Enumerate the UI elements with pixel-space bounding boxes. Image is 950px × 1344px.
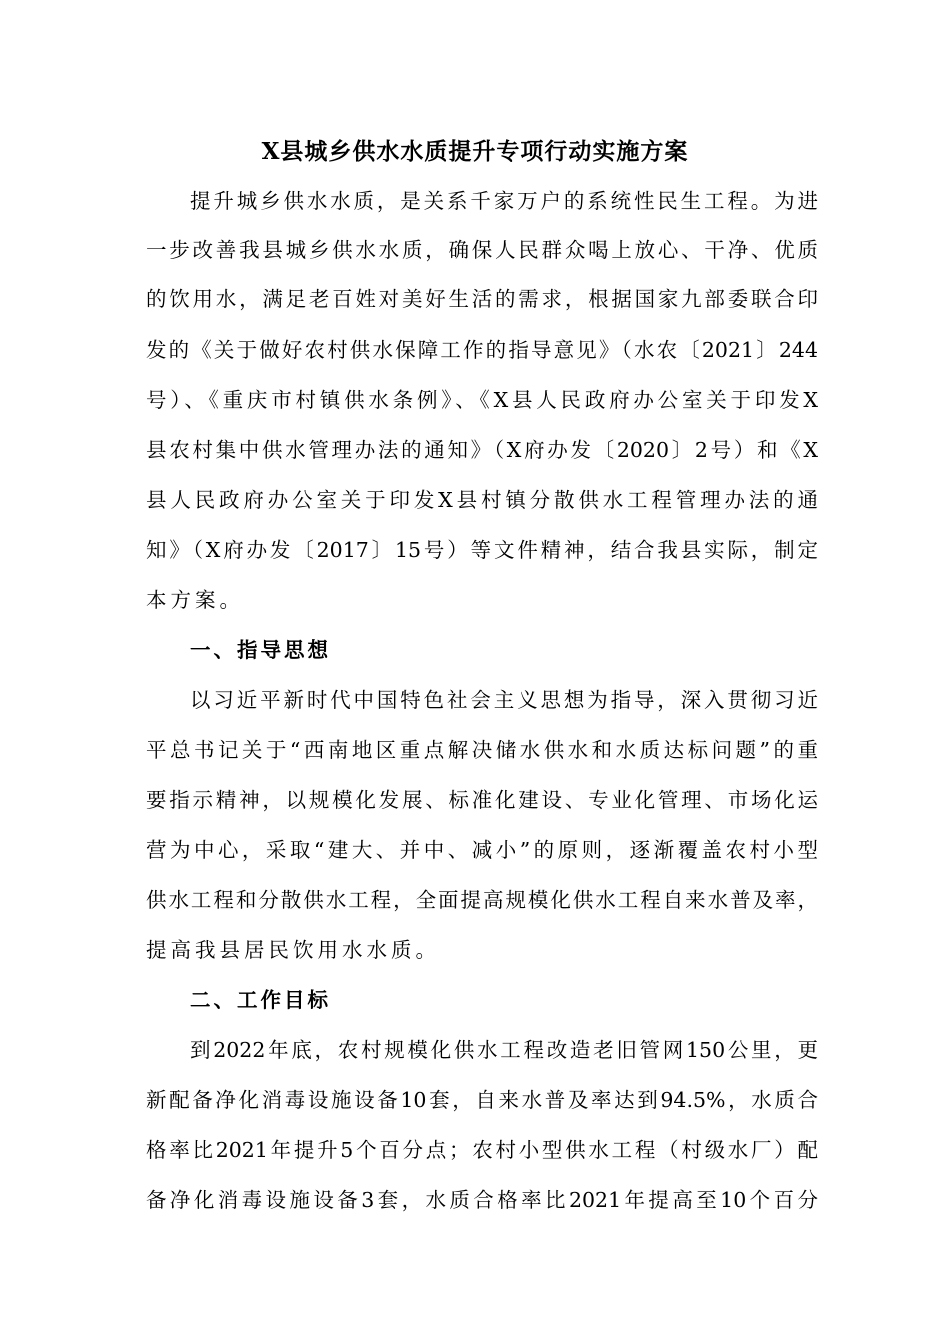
intro-line: 的饮用水，满足老百姓对美好生活的需求，根据国家九部委联合印 — [146, 287, 818, 311]
section-line: 格率比2021年提升5个百分点；农村小型供水工程（村级水厂）配 — [146, 1138, 818, 1162]
section-line: 营为中心，采取“建大、并中、减小”的原则，逐渐覆盖农村小型 — [146, 838, 818, 862]
intro-line: 一步改善我县城乡供水水质，确保人民群众喝上放心、干净、优质 — [146, 238, 818, 262]
section-line: 供水工程和分散供水工程，全面提高规模化供水工程自来水普及率， — [146, 888, 818, 912]
section-line: 平总书记关于“西南地区重点解决储水供水和水质达标问题”的重 — [146, 738, 818, 762]
intro-line: 本方案。 — [146, 588, 244, 612]
section-line: 以习近平新时代中国特色社会主义思想为指导，深入贯彻习近 — [190, 688, 818, 712]
intro-line: 发的《关于做好农村供水保障工作的指导意见》（水农〔2021〕244 — [146, 338, 818, 362]
document-title: X县城乡供水水质提升专项行动实施方案 — [261, 138, 689, 165]
intro-line: 知》（X府办发〔2017〕15号）等文件精神，结合我县实际，制定 — [146, 538, 818, 562]
section-heading-work-goals: 二、工作目标 — [190, 988, 331, 1012]
section-line: 新配备净化消毒设施设备10套，自来水普及率达到94.5%，水质合 — [146, 1088, 818, 1112]
section-line: 要指示精神，以规模化发展、标准化建设、专业化管理、市场化运 — [146, 788, 818, 812]
intro-line: 号）、《重庆市村镇供水条例》、《X县人民政府办公室关于印发X — [146, 388, 818, 412]
intro-line: 县人民政府办公室关于印发X县村镇分散供水工程管理办法的通 — [146, 488, 818, 512]
section-line: 到2022年底，农村规模化供水工程改造老旧管网150公里，更 — [190, 1038, 818, 1062]
intro-line: 提升城乡供水水质，是关系千家万户的系统性民生工程。为进 — [190, 189, 818, 213]
section-line: 提高我县居民饮用水水质。 — [146, 938, 440, 962]
section-heading-guiding-ideology: 一、指导思想 — [190, 638, 331, 662]
intro-line: 县农村集中供水管理办法的通知》（X府办发〔2020〕2号）和《X — [146, 438, 818, 462]
section-line: 备净化消毒设施设备3套，水质合格率比2021年提高至10个百分 — [146, 1188, 818, 1212]
